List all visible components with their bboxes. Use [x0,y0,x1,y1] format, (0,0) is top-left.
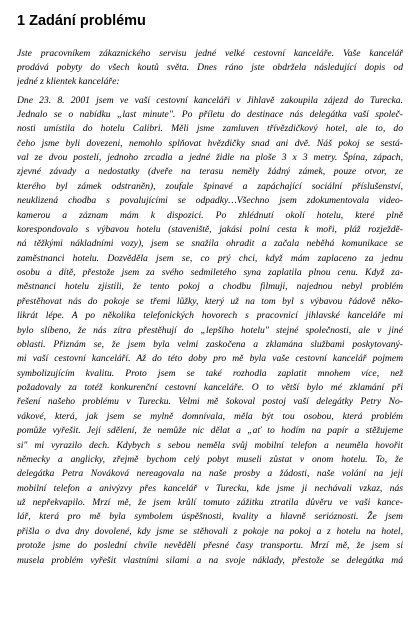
letter-line: přestěhovat nás do pokoje se třemi lůžky, který už na tom byl s výbavou řádově něko- [17,295,403,307]
intro-line: jedné z klientek kanceláře: [17,76,120,88]
letter-line: zaměstnanci hotelu. Dozvěděla jsem se, co prý chci, když mám zaplaceno za jednu [17,252,403,264]
letter-line: zjevné závady a nedostatky (dveře na terasu neměly žádný zámek, pouze otvor, ze [17,166,403,178]
letter-line: Dne 23. 8. 2001 jsem ve vaší cestovní kanceláři v Jihlavě zakoupila zájezd do Turecka. [17,94,403,106]
letter-line: bylo slíbeno, že nás zítra přestěhují do „lepšího hotelu" stejné společnosti, ale v jiné [17,324,403,336]
letter-line: pomůže vyřešit. Její sdělení, že nemůže nic dělat a „ať to hodím na papír a stěžujeme [17,425,403,437]
letter-line: požadovaly za totéž konkurenční cestovní kanceláře. O to větší bylo mé zklamání při [17,382,403,394]
letter-line: nosti umístila do hotelu Calibri. Měli jsme zamluven třívězdičkový hotel, ale to, do [17,123,403,135]
letter-line: mi vaší cestovní kanceláří. Až do této doby pro mě byla vaše cestovní kancelář pojmem [17,353,403,365]
letter-line: neuklizená chodba s povalujícími se odpadky…Všechno jsem zdokumentovala video- [17,195,403,207]
letter-line: mobilní telefon a anivýzvy přes kancelář v Turecku, kde jsme ji nechávali vzkaz, nás [17,482,403,494]
intro-line: prodává pobyty do všech koutů světa. Dnes ráno jste obdržela následující dopis od [17,62,403,74]
letter-line: kamerou a záznam mám k dispozici. Po zhlédnutí okolí hotelu, které plně [17,209,403,221]
letter-line: lář, která pro mě byla symbolem úspěšnosti, kvality a hlavně serióznosti. Že jsem [17,511,403,523]
letter-line: val ze dvou postelí, jednoho zrcadla a jedné židle na ploše 3 x 3 metry. Špína, zápach, [17,152,403,164]
document-page [17,12,403,568]
letter-line: oblasti. Přiznám se, že jsem byla velmi zaskočena a zklamána službami poskytovaný- [17,338,403,350]
letter-line: si" mi vyrazilo dech. Kdybych s sebou neměla svůj mobilní telefon a neuměla hovořit [17,439,403,451]
letter-line: německy a anglicky, zřejmě bychom celý pobyt museli zůstat v onom hotelu. To, že [17,453,403,465]
letter-line: přišla o dva dny dovolené, kdy jsme se stěhovali z pokoje na pokoj a z hotelu na hotel, [17,525,403,537]
letter-line: musela problém vyřešit vlastními silami a na svoje náklady, přestože se delegátka má [17,554,403,566]
letter-line: řešení našeho problému v Turecku. Velmi mě šokoval postoj vaší delegátky Petry No- [17,396,403,408]
letter-line: delegátka Petra Nováková nereagovala na naše prosby a žádosti, naše volání na její [17,468,403,480]
letter-line: likrát lépe. A po několika telefonických hovorech s pracovnicí jihlavské kanceláře mi [17,310,403,322]
letter-line: Jednalo se o nabídku „last minute". Po příletu do destinace nás delegátka vaší společ- [17,108,403,120]
letter-line: korespondovalo s výbavou hotelu (staveniště, jakási polní cesta k moři, pláž rozježdě- [17,223,403,235]
intro-paragraph [17,47,403,90]
letter-line: čeho jsme byli dovezeni, nemohlo splňovat hvězdičky snad ani dvě. Náš pokoj se sestá- [17,137,403,149]
intro-line: Jste pracovníkem zákaznického servisu jedné velké cestovní kanceláře. Vaše kancelář [17,48,403,59]
letter-line: už nepřekvapilo. Mrzí mě, že jsem krůlí tomuto zážitku ztratila důvěru ve vaši kance- [17,497,403,509]
letter-line: ná těžkými nákladními vozy), jsem se snažila ohradit a začala neběhá komunikace se [17,238,403,250]
letter-paragraph [17,94,403,568]
letter-line: protože jsme do poslední chvíle nevěděli přesné časy transportu. Mrzí mě, že jsem si [17,540,403,552]
section-heading: 1 Zadání problému [17,13,146,29]
letter-line: městnanci hotelu zjistili, že tento pokoj a chodbu filmuji, najednou nebyl problém [17,281,403,293]
letter-line: symbolizujícím kvalitu. Proto jsem se také rozhodla zaplatit mnohem více, než [17,367,403,379]
letter-line: osobu a dítě, přestože jsem za svého sedmiletého syna zaplatila plnou cenu. Když za- [17,267,403,279]
letter-line: vákové, která, jak jsem se mylně domnívala, měla být tou osobou, která problém [17,410,403,422]
letter-line: kterého byl zámek odstraněn), zoufale špinavé a zapáchající sociální příslušenství, [17,180,403,192]
